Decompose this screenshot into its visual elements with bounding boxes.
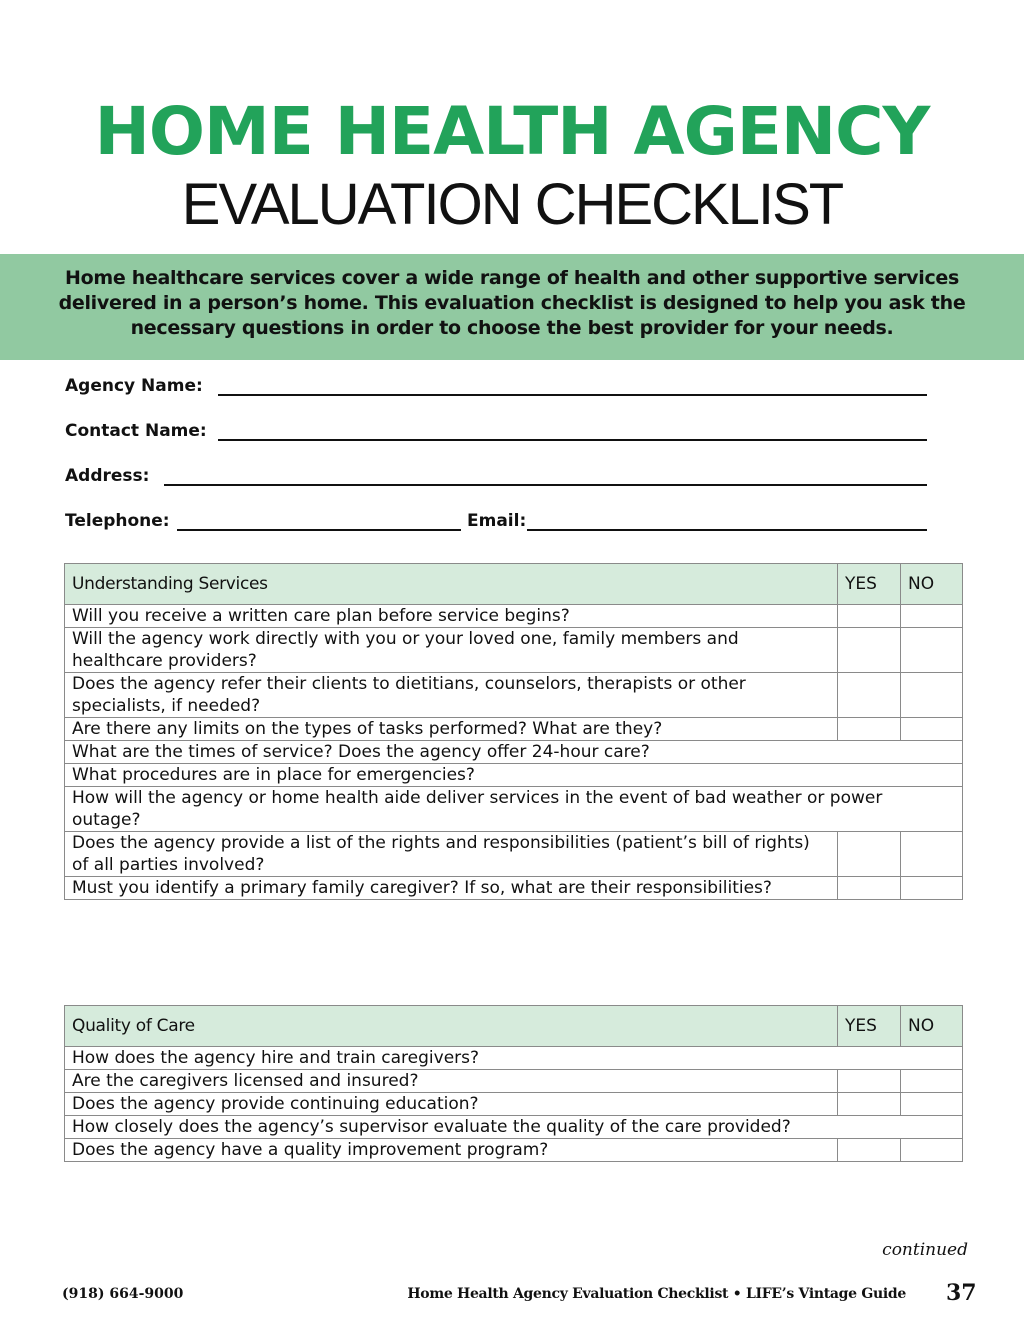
no-checkbox[interactable] [901,628,963,673]
yes-checkbox[interactable] [838,1093,901,1116]
yes-checkbox[interactable] [838,832,901,877]
checklist-row [65,877,963,900]
checklist-row [65,628,963,673]
page-subtitle: EVALUATION CHECKLIST [181,172,843,237]
question-text: What are the times of service? Does the agency offer 24-hour care? [65,741,963,764]
checklist-row [65,718,963,741]
yes-column-header: YES [838,564,901,605]
yes-checkbox[interactable] [838,1070,901,1093]
quality-of-care-table [64,1005,963,1162]
agency-name-field[interactable] [218,394,927,396]
yes-checkbox[interactable] [838,718,901,741]
section-title: Understanding Services [65,564,838,605]
checklist-row [65,605,963,628]
checklist-row [65,673,963,718]
continued-note: continued [882,1240,968,1260]
telephone-field[interactable] [177,529,461,531]
question-text: Will you receive a written care plan before service begins? [65,605,838,628]
checklist-row [65,764,963,787]
email-label: Email: [467,511,527,531]
no-checkbox[interactable] [901,1139,963,1162]
question-text: How does the agency hire and train caregivers? [65,1047,963,1070]
question-text: Does the agency provide a list of the rights and responsibilities (patient’s bill of rights) of all parties involved? [65,832,838,877]
telephone-label: Telephone: [65,511,170,531]
question-text: Does the agency have a quality improvement program? [65,1139,838,1162]
footer-title: Home Health Agency Evaluation Checklist • LIFE’s Vintage Guide [407,1286,906,1302]
question-text: What procedures are in place for emergencies? [65,764,963,787]
question-text: Must you identify a primary family caregiver? If so, what are their responsibilities? [65,877,838,900]
no-checkbox[interactable] [901,832,963,877]
yes-checkbox[interactable] [838,605,901,628]
question-text: How will the agency or home health aide deliver services in the event of bad weather or power outage? [65,787,963,832]
no-checkbox[interactable] [901,605,963,628]
email-field[interactable] [527,529,927,531]
page-title: HOME HEALTH AGENCY [94,93,930,170]
question-text: Are there any limits on the types of tasks performed? What are they? [65,718,838,741]
agency-name-label: Agency Name: [65,376,203,396]
contact-name-field[interactable] [218,439,927,441]
section-title: Quality of Care [65,1006,838,1047]
question-text: How closely does the agency’s supervisor evaluate the quality of the care provided? [65,1116,963,1139]
contact-name-label: Contact Name: [65,421,207,441]
intro-text: Home healthcare services cover a wide range of health and other supportive services delivered in a person’s home. This evaluation checklist is designed to help you ask the necessary questions in order to choose the best provider for your needs. [58,267,966,339]
checklist-row [65,1139,963,1162]
yes-checkbox[interactable] [838,673,901,718]
checklist-row [65,1116,963,1139]
question-text: Does the agency refer their clients to dietitians, counselors, therapists or other specialists, if needed? [65,673,838,718]
question-text: Does the agency provide continuing education? [65,1093,838,1116]
checklist-row [65,832,963,877]
no-checkbox[interactable] [901,718,963,741]
checklist-row [65,1093,963,1116]
no-column-header: NO [901,1006,963,1047]
no-checkbox[interactable] [901,1093,963,1116]
question-text: Are the caregivers licensed and insured? [65,1070,838,1093]
checklist-row [65,1047,963,1070]
no-checkbox[interactable] [901,673,963,718]
yes-checkbox[interactable] [838,1139,901,1162]
checklist-row [65,1070,963,1093]
no-column-header: NO [901,564,963,605]
footer-phone: (918) 664-9000 [62,1286,184,1302]
yes-column-header: YES [838,1006,901,1047]
question-text: Will the agency work directly with you or your loved one, family members and healthcare providers? [65,628,838,673]
address-field[interactable] [164,484,927,486]
yes-checkbox[interactable] [838,628,901,673]
address-label: Address: [65,466,150,486]
no-checkbox[interactable] [901,877,963,900]
checklist-row [65,787,963,832]
understanding-services-table [64,563,963,900]
no-checkbox[interactable] [901,1070,963,1093]
page-number: 37 [946,1280,977,1306]
yes-checkbox[interactable] [838,877,901,900]
checklist-row [65,741,963,764]
